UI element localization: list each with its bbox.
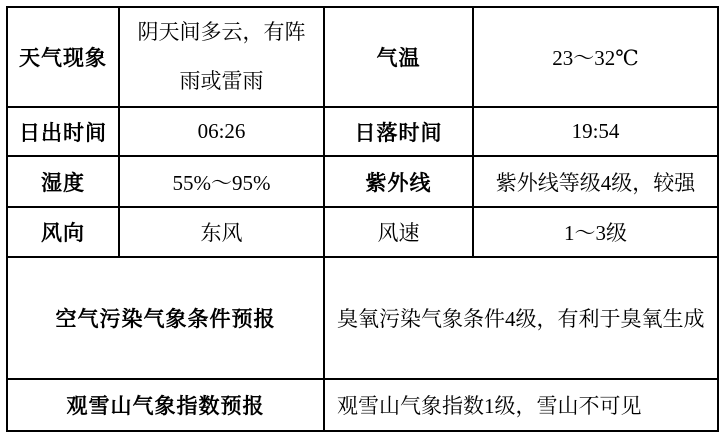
wind-row — [7, 207, 718, 257]
sunset-label-cell: 日落时间 — [324, 107, 473, 156]
wind-direction-label-cell: 风向 — [7, 207, 119, 257]
sun-row — [7, 107, 718, 156]
uv-label-cell: 紫外线 — [324, 156, 473, 207]
weather-forecast-table — [6, 6, 719, 432]
humidity-value-cell: 55%～95% — [119, 156, 324, 207]
air-pollution-row — [7, 257, 718, 379]
uv-value-cell: 紫外线等级4级，较强 — [473, 156, 718, 207]
snow-mountain-label-cell: 观雪山气象指数预报 — [7, 379, 324, 431]
weather-value-line1: 阴天间多云，有阵 — [137, 20, 306, 44]
wind-speed-label-cell: 风速 — [324, 207, 473, 257]
weather-row — [7, 7, 718, 107]
wind-speed-value-cell: 1～3级 — [473, 207, 718, 257]
wind-direction-value-cell: 东风 — [119, 207, 324, 257]
temperature-value-cell: 23～32℃ — [473, 7, 718, 107]
sunrise-value-cell: 06:26 — [119, 107, 324, 156]
weather-label-cell: 天气现象 — [7, 7, 119, 107]
temperature-label-cell: 气温 — [324, 7, 473, 107]
air-pollution-label-cell: 空气污染气象条件预报 — [7, 257, 324, 379]
humidity-label-cell: 湿度 — [7, 156, 119, 207]
snow-mountain-row — [7, 379, 718, 431]
humidity-uv-row — [7, 156, 718, 207]
snow-mountain-value-cell: 观雪山气象指数1级，雪山不可见 — [324, 379, 718, 431]
air-pollution-value-cell: 臭氧污染气象条件4级，有利于臭氧生成 — [324, 257, 718, 379]
weather-value-cell — [119, 7, 324, 107]
weather-value-line2: 雨或雷雨 — [179, 69, 264, 93]
sunrise-label-cell: 日出时间 — [7, 107, 119, 156]
sunset-value-cell: 19:54 — [473, 107, 718, 156]
